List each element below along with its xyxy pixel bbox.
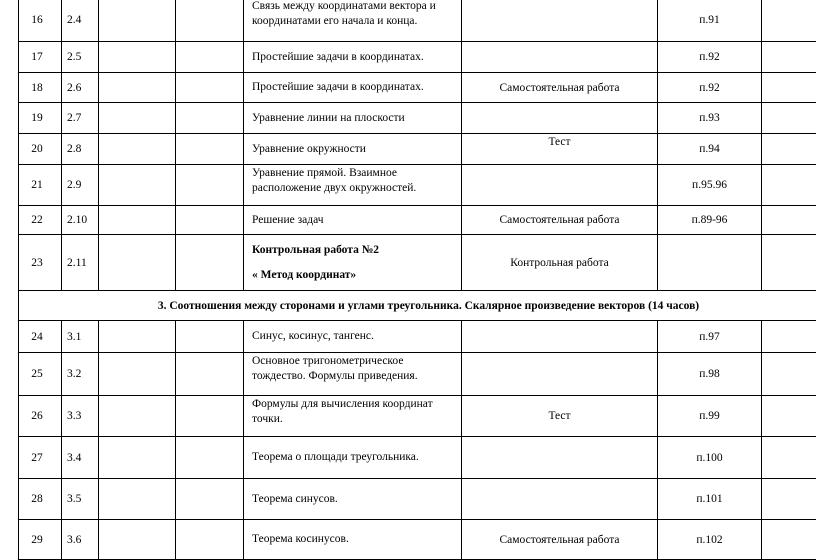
lesson-topic-line: « Метод координат»: [252, 268, 455, 283]
table-body-chapter-2: [19, 0, 816, 291]
lesson-topic-cell: [244, 520, 462, 560]
lesson-code-cell: 3.5: [62, 479, 99, 520]
lesson-code-cell: 2.8: [62, 134, 99, 165]
lesson-topic-cell: [244, 206, 462, 235]
lesson-topic-line: Теорема о площади треугольника.: [252, 450, 455, 465]
control-type-cell: Контрольная работа: [462, 235, 658, 291]
lesson-code-cell: 3.2: [62, 353, 99, 396]
lesson-code-cell: 2.5: [62, 42, 99, 73]
lesson-topic-line: Теорема синусов.: [252, 492, 455, 507]
lesson-topic-line: точки.: [252, 412, 455, 427]
lesson-number-cell: 21: [19, 165, 62, 206]
lesson-topic-line: Простейшие задачи в координатах.: [252, 50, 455, 65]
empty-cell: [99, 206, 176, 235]
empty-cell: [762, 73, 816, 103]
control-type-cell: Самостоятельная работа: [462, 520, 658, 560]
empty-cell: [762, 321, 816, 353]
paragraph-cell: п.95.96: [658, 165, 762, 206]
paragraph-cell: п.98: [658, 353, 762, 396]
paragraph-cell: п.100: [658, 437, 762, 479]
empty-cell: [99, 396, 176, 437]
table-row: [19, 73, 816, 103]
empty-cell: [762, 0, 816, 42]
empty-cell: [762, 437, 816, 479]
empty-cell: [99, 479, 176, 520]
lesson-number-cell: 18: [19, 73, 62, 103]
empty-cell: [762, 235, 816, 291]
table-row: [19, 437, 816, 479]
empty-cell: [176, 0, 244, 42]
empty-cell: [176, 520, 244, 560]
lesson-topic-cell: [244, 437, 462, 479]
lesson-topic-cell: [244, 134, 462, 165]
lesson-topic-line: Контрольная работа №2: [252, 243, 455, 258]
table-row: [19, 479, 816, 520]
lesson-topic-cell: [244, 103, 462, 134]
table-body-section-header: [19, 291, 816, 321]
table-row: [19, 165, 816, 206]
lesson-topic-line: координатами его начала и конца.: [252, 14, 455, 29]
lesson-number-cell: 29: [19, 520, 62, 560]
empty-cell: [176, 103, 244, 134]
lesson-number-cell: 27: [19, 437, 62, 479]
empty-cell: [99, 134, 176, 165]
empty-cell: [99, 0, 176, 42]
empty-cell: [99, 165, 176, 206]
empty-cell: [762, 396, 816, 437]
empty-cell: [99, 42, 176, 73]
lesson-topic-line: Формулы для вычисления координат: [252, 397, 455, 412]
lesson-topic-line: Простейшие задачи в координатах.: [252, 80, 455, 95]
empty-cell: [99, 353, 176, 396]
lesson-code-cell: 3.3: [62, 396, 99, 437]
empty-cell: [176, 206, 244, 235]
empty-cell: [99, 321, 176, 353]
lesson-topic-cell: [244, 165, 462, 206]
empty-cell: [176, 353, 244, 396]
paragraph-cell: п.91: [658, 0, 762, 42]
empty-cell: [176, 42, 244, 73]
lesson-topic-cell: [244, 0, 462, 42]
paragraph-cell: п.99: [658, 396, 762, 437]
table-row: [19, 520, 816, 560]
lesson-topic-cell: [244, 42, 462, 73]
lesson-topic-line: Синус, косинус, тангенс.: [252, 329, 455, 344]
empty-cell: [99, 103, 176, 134]
lesson-code-cell: 3.6: [62, 520, 99, 560]
lesson-topic-line: Уравнение линии на плоскости: [252, 111, 455, 126]
empty-cell: [762, 165, 816, 206]
empty-cell: [762, 134, 816, 165]
lesson-topic-cell: [244, 479, 462, 520]
lesson-number-cell: 22: [19, 206, 62, 235]
empty-cell: [762, 479, 816, 520]
empty-cell: [176, 321, 244, 353]
lesson-topic-line: Решение задач: [252, 213, 455, 228]
control-type-cell: Тест: [462, 134, 658, 165]
paragraph-cell: п.93: [658, 103, 762, 134]
section-header-row: [19, 291, 816, 321]
empty-cell: [176, 165, 244, 206]
lesson-topic-cell: [244, 235, 462, 291]
lesson-topic-line: Основное тригонометрическое: [252, 354, 455, 369]
table-row: [19, 42, 816, 73]
empty-cell: [762, 520, 816, 560]
control-type-cell: [462, 165, 658, 206]
control-type-cell: Самостоятельная работа: [462, 206, 658, 235]
lesson-topic-cell: [244, 73, 462, 103]
table-row: [19, 353, 816, 396]
lesson-topic-cell: [244, 396, 462, 437]
control-type-cell: [462, 353, 658, 396]
table-row: [19, 134, 816, 165]
lesson-code-cell: 3.1: [62, 321, 99, 353]
empty-cell: [176, 235, 244, 291]
lesson-plan-table: [18, 0, 816, 560]
empty-cell: [99, 437, 176, 479]
lesson-code-cell: 2.11: [62, 235, 99, 291]
lesson-topic-line: Связь между координатами вектора и: [252, 0, 455, 14]
paragraph-cell: п.89-96: [658, 206, 762, 235]
control-type-cell: [462, 321, 658, 353]
empty-cell: [176, 437, 244, 479]
lesson-number-cell: 16: [19, 0, 62, 42]
lesson-topic-line: Уравнение прямой. Взаимное: [252, 166, 455, 181]
section-title: 3. Соотношения между сторонами и углами треугольника. Скалярное произведение векторов (14 часов): [19, 291, 816, 321]
control-type-cell: [462, 103, 658, 134]
table-row: [19, 396, 816, 437]
table-row: [19, 206, 816, 235]
empty-cell: [176, 396, 244, 437]
empty-cell: [176, 134, 244, 165]
control-type-cell: [462, 0, 658, 42]
paragraph-cell: п.97: [658, 321, 762, 353]
lesson-number-cell: 24: [19, 321, 62, 353]
lesson-code-cell: 2.7: [62, 103, 99, 134]
lesson-code-cell: 3.4: [62, 437, 99, 479]
lesson-number-cell: 23: [19, 235, 62, 291]
paragraph-cell: [658, 235, 762, 291]
table-row: [19, 0, 816, 42]
empty-cell: [762, 42, 816, 73]
paragraph-cell: п.92: [658, 42, 762, 73]
lesson-number-cell: 25: [19, 353, 62, 396]
control-type-cell: Самостоятельная работа: [462, 73, 658, 103]
control-type-cell: Тест: [462, 396, 658, 437]
empty-cell: [762, 103, 816, 134]
lesson-number-cell: 17: [19, 42, 62, 73]
lesson-topic-cell: [244, 353, 462, 396]
lesson-topic-line: Теорема косинусов.: [252, 532, 455, 547]
empty-cell: [762, 206, 816, 235]
lesson-code-cell: 2.4: [62, 0, 99, 42]
table-body-chapter-3: [19, 321, 816, 560]
paragraph-cell: п.101: [658, 479, 762, 520]
lesson-number-cell: 28: [19, 479, 62, 520]
paragraph-cell: п.102: [658, 520, 762, 560]
lesson-topic-line: расположение двух окружностей.: [252, 181, 455, 196]
table-row: [19, 103, 816, 134]
control-type-cell: [462, 437, 658, 479]
lesson-number-cell: 20: [19, 134, 62, 165]
empty-cell: [99, 235, 176, 291]
lesson-number-cell: 19: [19, 103, 62, 134]
empty-cell: [176, 479, 244, 520]
empty-cell: [176, 73, 244, 103]
table-row: [19, 321, 816, 353]
table-row: [19, 235, 816, 291]
lesson-topic-cell: [244, 321, 462, 353]
lesson-code-cell: 2.10: [62, 206, 99, 235]
control-type-cell: [462, 479, 658, 520]
lesson-code-cell: 2.6: [62, 73, 99, 103]
lesson-code-cell: 2.9: [62, 165, 99, 206]
empty-cell: [762, 353, 816, 396]
paragraph-cell: п.92: [658, 73, 762, 103]
control-type-cell: [462, 42, 658, 73]
empty-cell: [99, 73, 176, 103]
empty-cell: [99, 520, 176, 560]
lesson-topic-line: тождество. Формулы приведения.: [252, 369, 455, 384]
lesson-topic-line: Уравнение окружности: [252, 142, 455, 157]
paragraph-cell: п.94: [658, 134, 762, 165]
lesson-number-cell: 26: [19, 396, 62, 437]
